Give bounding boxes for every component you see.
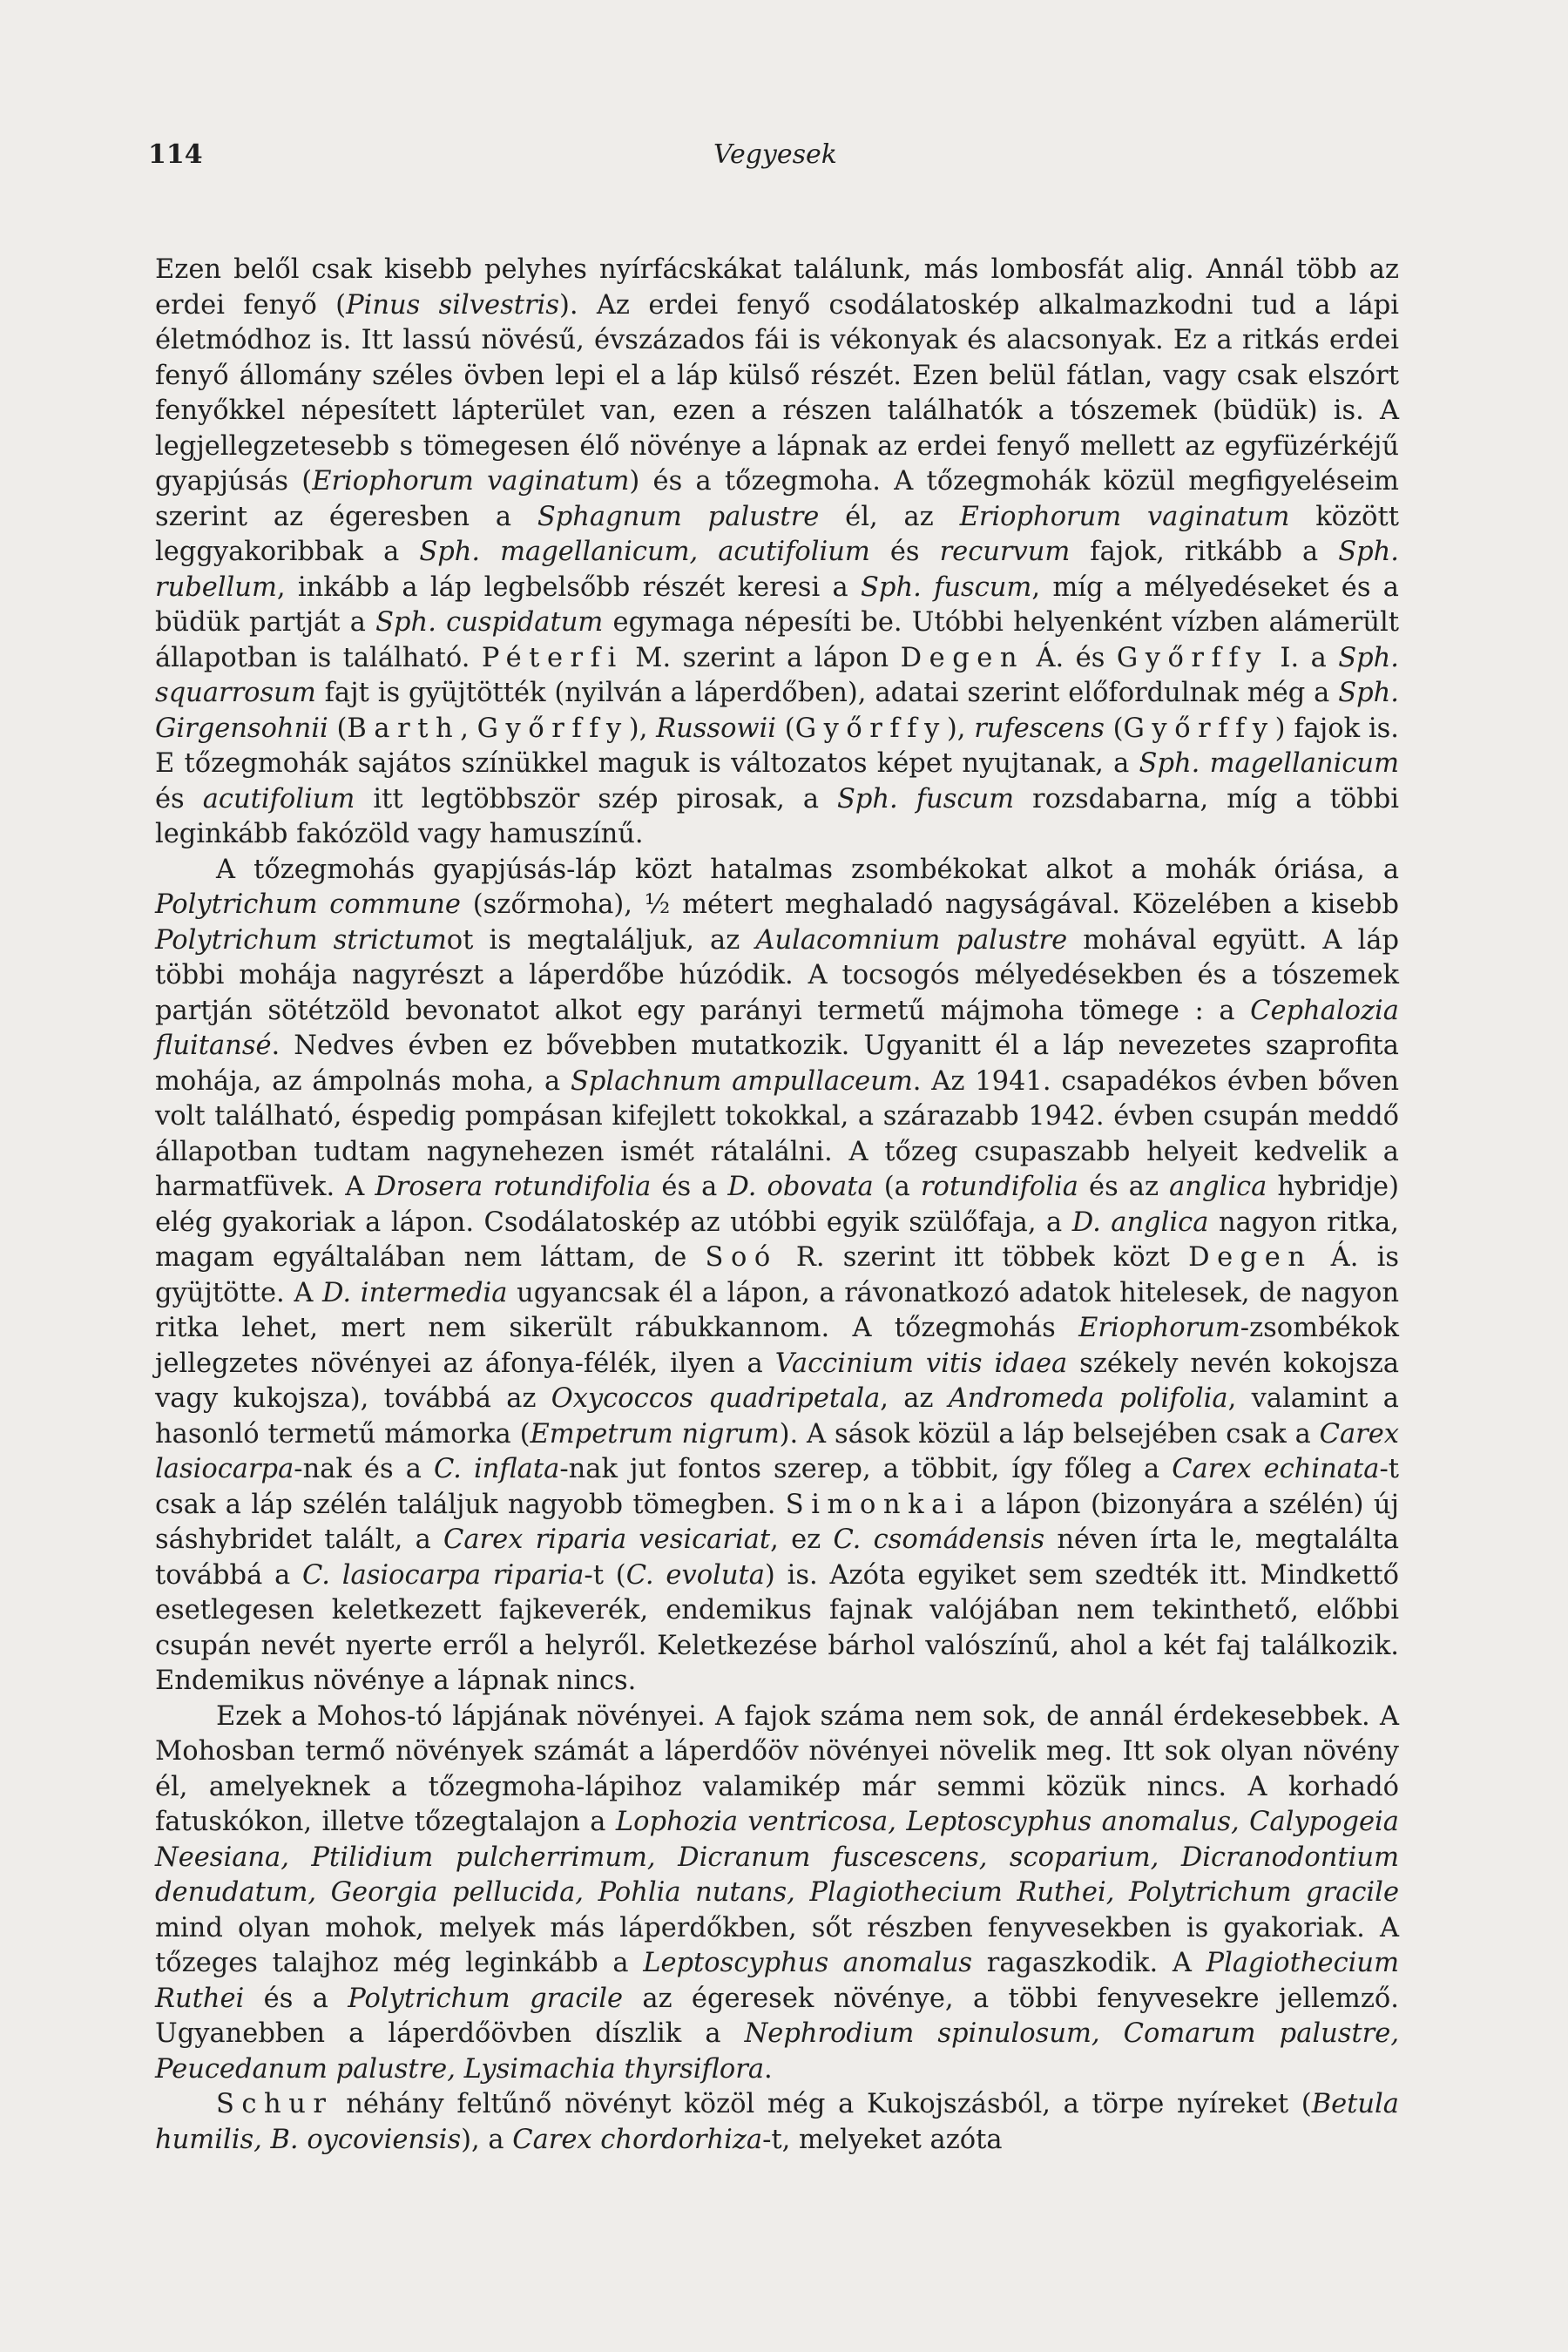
paragraph-1: Ezen belől csak kisebb pelyhes nyírfácskákat találunk, más lombosfát alig. Annál több az erdei fenyő (Pinus silvestris). Az erdei fenyő csodálatoskép alkalmazkodni tud a lápi életmódhoz is. Itt lassú növésű, évszázados fái is vékonyak és alacsonyak. Ez a ritkás erdei fenyő állomány széles övben lepi el a láp külső részét. Ezen belül fátlan, vagy csak elszórt fenyőkkel népesített lápterület van, ezen a részen találhatók a tószemek (büdük) is. A legjellegzetesebb s tömegesen élő növénye a lápnak az erdei fenyő mellett az egyfüzérkéjű gyapjúsás (Eriophorum vaginatum) és a tőzegmoha. A tőzegmohák közül megfigyeléseim szerint az égeresben a Sphagnum palustre él, az Eriophorum vaginatum között leggyakoribbak a Sph. magellanicum, acutifolium és recurvum fajok, ritkább a Sph. rubellum, inkább a láp legbelsőbb részét keresi a Sph. fuscum, míg a mélyedéseket és a büdük partját a Sph. cuspidatum egymaga népesíti be. Utóbbi helyenként vízben alámerült állapotban is található. Péterfi M. szerint a lápon Degen Á. és Győrffy I. a Sph. squarrosum fajt is gyüjtötték (nyilván a láperdőben), adatai szerint előfordulnak még a Sph. Girgensohnii (Barth, Győrffy), Russowii (Győrffy), rufescens (Győrffy) fajok is. E tőzegmohák sajátos színükkel maguk is változatos képet nyujtanak, a Sph. magellanicum és acutifolium itt legtöbbször szép pirosak, a Sph. fuscum rozsdabarna, míg a többi leginkább fakózöld vagy hamuszínű. [155,254,1400,849]
paragraph-4: Schur néhány feltűnő növényt közöl még a Kukojszásból, a törpe nyíreket (Betula humilis, B. oycoviensis), a Carex chordorhiza-t, melyeket azóta [155,2089,1399,2155]
body-text [155,253,1399,2158]
paragraph-3: Ezek a Mohos-tó lápjának növényei. A fajok száma nem sok, de annál érdekesebbek. A Mohosban termő növények számát a láperdőöv növényei növelik meg. Itt sok olyan növény él, amelyeknek a tőzegmoha-lápihoz valamikép már semmi közük nincs. A korhadó fatuskókon, illetve tőzegtalajon a Lophozia ventricosa, Leptoscyphus anomalus, Calypogeia Neesiana, Ptilidium pulcherrimum, Dicranum fuscescens, scoparium, Dicranodontium denudatum, Georgia pellucida, Pohlia nutans, Plagiothecium Ruthei, Polytrichum gracile mind olyan mohok, melyek más láperdőkben, sőt részben fenyvesekben is gyakoriak. A tőzeges talajhoz még leginkább a Leptoscyphus anomalus ragaszkodik. A Plagiothecium Ruthei és a Polytrichum gracile az égeresek növénye, a többi fenyvesekre jellemző. Ugyanebben a láperdőövben díszlik a Nephrodium spinulosum, Comarum palustre, Peucedanum palustre, Lysimachia thyrsiflora. [155,1700,1400,2085]
paragraph-2: A tőzegmohás gyapjúsás-láp közt hatalmas zsombékokat alkot a mohák óriása, a Polytrichum commune (szőrmoha), ½ métert meghaladó nagyságával. Közelében a kisebb Polytrichum strictumot is megtaláljuk, az Aulacomnium palustre mohával együtt. A láp többi mohája nagyrészt a láperdőbe húzódik. A tocsogós mélyedésekben és a tószemek partján sötétzöld bevonatot alkot egy parányi termetű májmoha tömege : a Cephalozia fluitansé. Nedves évben ez bővebben mutatkozik. Ugyanitt él a láp nevezetes szaprofita mohája, az ámpolnás moha, a Splachnum ampullaceum. Az 1941. csapadékos évben bőven volt található, éspedig pompásan kifejlett tokokkal, a szárazabb 1942. évben csupán meddő állapotban tudtam nagynehezen ismét rátalálni. A tőzeg csupaszabb helyeit kedvelik a harmatfüvek. A Drosera rotundifolia és a D. obovata (a rotundifolia és az anglica hybridje) elég gyakoriak a lápon. Csodálatoskép az utóbbi egyik szülőfaja, a D. anglica nagyon ritka, magam egyáltalában nem láttam, de Soó R. szerint itt többek közt Degen Á. is gyüjtötte. A D. intermedia ugyancsak él a lápon, a rávonatkozó adatok hitelesek, de nagyon ritka lehet, mert nem sikerült rábukkannom. A tőzegmohás Eriophorum-zsombékok jellegzetes növényei az áfonya-félék, ilyen a Vaccinium vitis idaea székely nevén kokojsza vagy kukojsza), továbbá az Oxycoccos quadripetala, az Andromeda polifolia, valamint a hasonló termetű mámorka (Empetrum nigrum). A sások közül a láp belsejében csak a Carex lasiocarpa-nak és a C. inflata-nak jut fontos szerep, a többit, így főleg a Carex echinata-t csak a láp szélén találjuk nagyobb tömegben. Simonkai a lápon (bizonyára a szélén) új sáshybridet talált, a Carex riparia vesicariat, ez C. csomádensis néven írta le, megtalálta továbbá a C. lasiocarpa riparia-t (C. evoluta) is. Azóta egyiket sem szedték itt. Mindkettő esetlegesen keletkezett fajkeverék, endemikus fajnak valójában nem tekinthető, előbbi csupán nevét nyerte erről a helyről. Keletkezése bárhol valószínű, ahol a két faj találkozik. Endemikus növénye a lápnak nincs. [155,854,1400,1696]
running-head: Vegyesek [713,139,837,170]
page-number: 114 [148,139,203,170]
page-header [148,139,1402,192]
